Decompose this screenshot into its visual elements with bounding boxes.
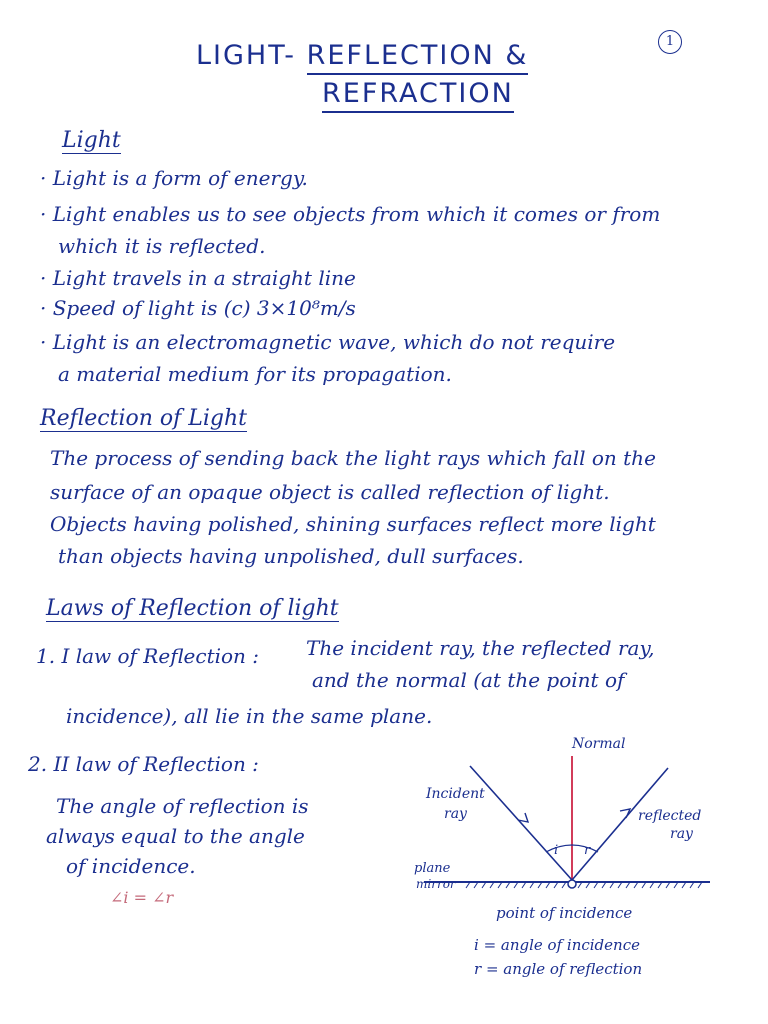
incident-label-2: ray (444, 806, 467, 822)
reflection-diagram (400, 730, 730, 1020)
law2-formula: ∠i = ∠r (110, 888, 174, 907)
reflected-label-1: reflected (638, 808, 702, 824)
reflection-line-4: than objects having unpolished, dull surfaces. (58, 544, 524, 568)
law2-label: 2. II law of Reflection : (28, 752, 259, 776)
legend-i: i = angle of incidence (474, 936, 640, 954)
law1-text-a: The incident ray, the reflected ray, (306, 636, 655, 660)
light-point-2: · Light enables us to see objects from which it comes or from (40, 202, 661, 226)
reflection-heading: Reflection of Light (40, 406, 248, 431)
light-point-2-cont: which it is reflected. (58, 234, 266, 258)
reflection-line-3: Objects having polished, shining surfaces reflect more light (50, 512, 656, 536)
angle-i-label: i (554, 843, 559, 858)
law1-text-c: incidence), all lie in the same plane. (66, 704, 433, 728)
normal-label: Normal (572, 736, 626, 752)
legend-r: r = angle of reflection (474, 960, 643, 978)
title-prefix: LIGHT- (196, 40, 296, 71)
reflected-label-2: ray (670, 826, 693, 842)
law2-line-1: The angle of reflection is (56, 794, 309, 818)
laws-heading: Laws of Reflection of light (46, 596, 339, 621)
reflected-arrow (620, 809, 630, 818)
page-number: 1 (658, 30, 682, 54)
law1-text-b: and the normal (at the point of (312, 668, 625, 692)
light-point-1: · Light is a form of energy. (40, 166, 308, 190)
page-title-line2 (322, 78, 514, 109)
point-of-incidence-label: point of incidence (496, 904, 633, 922)
law2-line-2: always equal to the angle (46, 824, 305, 848)
law1-label: 1. I law of Reflection : (36, 644, 260, 668)
mirror-label-2: mirror (416, 877, 456, 891)
title-main: REFLECTION & (307, 40, 529, 75)
mirror-label-1: plane (414, 861, 451, 876)
light-point-3: · Light travels in a straight line (40, 266, 356, 290)
reflection-line-2: surface of an opaque object is called reflection of light. (50, 480, 610, 504)
angle-r-label: r (584, 843, 591, 858)
light-heading: Light (62, 128, 121, 153)
incident-label-1: Incident (426, 786, 485, 802)
incident-ray (470, 766, 572, 880)
law2-line-3: of incidence. (66, 854, 196, 878)
reflected-ray (572, 768, 668, 880)
point-of-incidence-marker (568, 880, 576, 888)
light-point-5: · Light is an electromagnetic wave, which do not require (40, 330, 616, 354)
title-line2: REFRACTION (322, 78, 514, 113)
page-title-line1 (196, 40, 528, 71)
reflection-line-1: The process of sending back the light rays which fall on the (50, 446, 656, 470)
light-point-5-cont: a material medium for its propagation. (58, 362, 452, 386)
light-point-4: · Speed of light is (c) 3×10⁸m/s (40, 296, 356, 320)
incident-arrow (518, 813, 528, 822)
